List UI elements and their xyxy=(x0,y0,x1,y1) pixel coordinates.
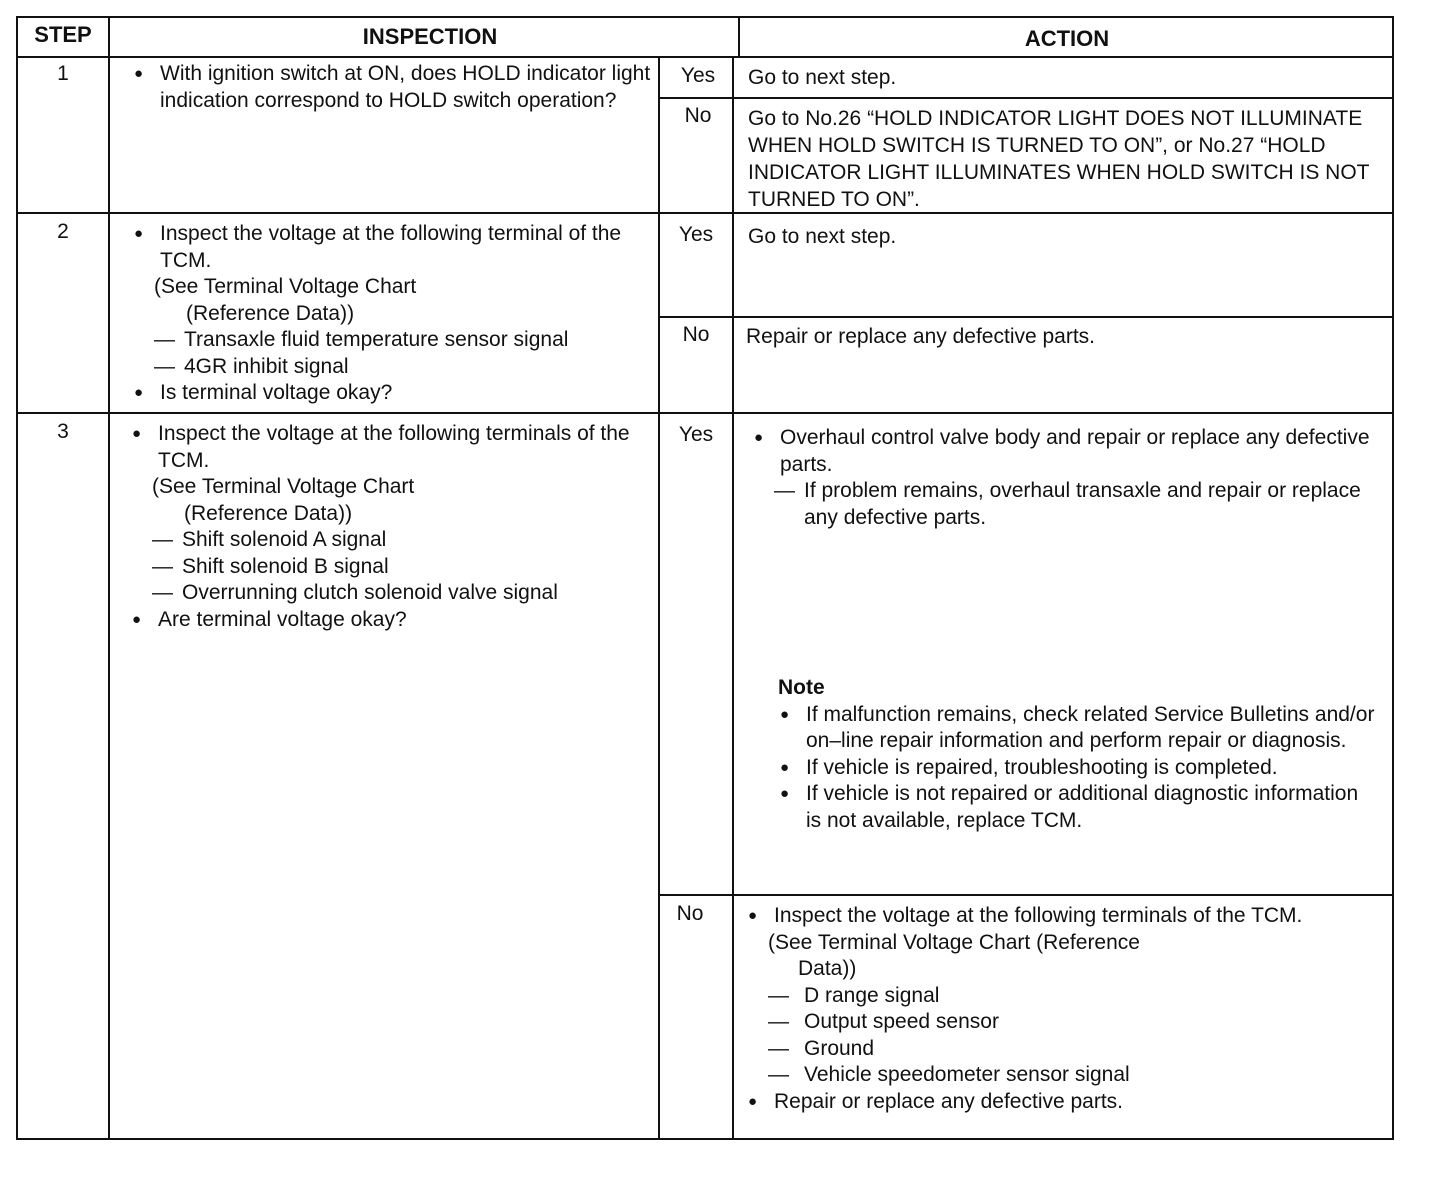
yes-label: Yes xyxy=(678,423,714,446)
reference-note: (See Terminal Voltage Chart xyxy=(152,475,415,498)
bullet-item: ● Overhaul control valve body and repair or replace any defective parts. xyxy=(752,425,1382,478)
dash-item: — Vehicle speedometer sensor signal xyxy=(746,1062,1366,1089)
bullet-item: ● Inspect the voltage at the following terminals of the TCM. xyxy=(130,421,656,474)
dash-item: — Shift solenoid A signal xyxy=(130,527,656,554)
no-label: No xyxy=(684,104,712,127)
reference-note: (See Terminal Voltage Chart xyxy=(154,275,417,298)
row2-divider xyxy=(18,412,1392,414)
reference-note: (See Terminal Voltage Chart (Reference xyxy=(768,930,1140,954)
no-action: Go to No.26 “HOLD INDICATOR LIGHT DOES NOT ILLUMINATE WHEN HOLD SWITCH IS TURNED TO ON”, or No.27 “HOLD INDICATOR LIGHT ILLUMINATES WHEN HOLD SWITCH IS NOT TURNED TO ON”. xyxy=(748,107,1370,211)
note-item: ● If malfunction remains, check related Service Bulletins and/or on–line repair information and perform repair or diagnosis. xyxy=(778,702,1378,755)
col-divider-yn xyxy=(658,58,660,1138)
col-divider-action xyxy=(732,58,734,1138)
note-item: ● If vehicle is not repaired or additional diagnostic information is not available, replace TCM. xyxy=(778,781,1378,834)
header-divider xyxy=(18,56,1392,58)
note-item: ● If vehicle is repaired, troubleshooting is completed. xyxy=(778,755,1378,782)
row3-yesno-divider xyxy=(658,894,1392,896)
dash-item: — Transaxle fluid temperature sensor signal xyxy=(132,327,656,354)
header-step: STEP xyxy=(34,22,92,47)
step-number: 3 xyxy=(57,420,69,443)
inspection-cell xyxy=(132,221,656,407)
dash-item: — D range signal xyxy=(746,983,1366,1010)
reference-note: (Reference Data)) xyxy=(184,501,353,525)
col-divider-step xyxy=(108,18,110,1138)
dash-item: — Ground xyxy=(746,1036,1366,1063)
inspection-cell xyxy=(130,421,656,633)
no-action: Repair or replace any defective parts. xyxy=(746,325,1096,348)
bullet-item: ● Inspect the voltage at the following terminals of the TCM. xyxy=(746,903,1366,930)
dash-item: — Overrunning clutch solenoid valve signal xyxy=(130,580,656,607)
reference-note: (Reference Data)) xyxy=(186,301,355,325)
dash-item: — If problem remains, overhaul transaxle and repair or replace any defective parts. xyxy=(752,478,1382,531)
header-inspection: INSPECTION xyxy=(362,24,498,49)
bullet-item: ● Are terminal voltage okay? xyxy=(130,607,656,634)
no-label: No xyxy=(682,323,710,346)
reference-note: Data)) xyxy=(798,957,857,980)
yes-action: Go to next step. xyxy=(748,225,897,248)
row2-yesno-divider xyxy=(658,316,1392,318)
yes-action xyxy=(752,425,1382,531)
dash-item: — 4GR inhibit signal xyxy=(132,354,656,381)
no-label: No xyxy=(676,902,704,925)
troubleshooting-table xyxy=(16,16,1394,1140)
dash-item: — Shift solenoid B signal xyxy=(130,554,656,581)
inspection-cell xyxy=(132,61,652,114)
row1-yesno-divider xyxy=(658,97,1392,99)
step-number: 2 xyxy=(57,220,69,243)
note-block xyxy=(778,675,1378,834)
yes-action: Go to next step. xyxy=(748,66,897,89)
bullet-item: ● With ignition switch at ON, does HOLD indicator light indication correspond to HOLD switch operation? xyxy=(132,61,652,114)
step-number: 1 xyxy=(57,62,69,85)
bullet-item: ● Repair or replace any defective parts. xyxy=(746,1089,1366,1116)
dash-item: — Output speed sensor xyxy=(746,1009,1366,1036)
note-title: Note xyxy=(778,676,825,699)
yes-label: Yes xyxy=(680,64,716,87)
bullet-item: ● Inspect the voltage at the following terminal of the TCM. xyxy=(132,221,656,274)
yes-label: Yes xyxy=(678,223,714,246)
bullet-item: ● Is terminal voltage okay? xyxy=(132,380,656,407)
no-action xyxy=(746,903,1366,1115)
header-action: ACTION xyxy=(1024,26,1110,51)
